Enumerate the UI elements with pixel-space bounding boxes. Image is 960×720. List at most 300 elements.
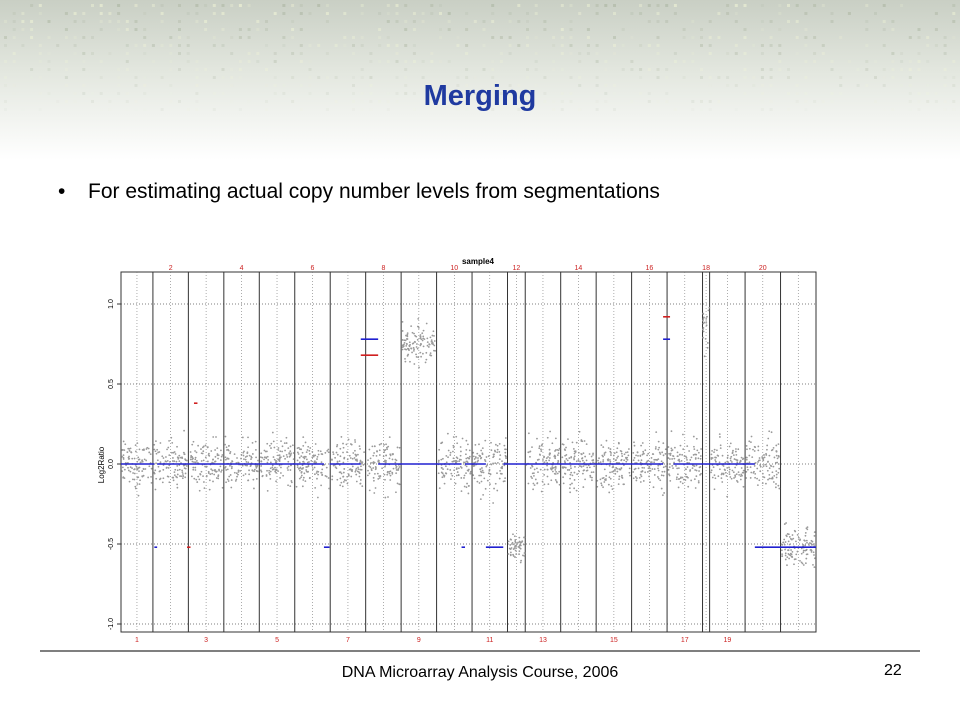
data-point: [342, 452, 344, 454]
data-point: [195, 461, 197, 463]
data-point: [766, 465, 768, 467]
banner-dot: [483, 20, 486, 23]
data-point: [706, 324, 708, 326]
data-point: [209, 473, 211, 475]
banner-dot: [900, 68, 903, 71]
data-point: [688, 450, 690, 452]
banner-dot: [535, 60, 538, 63]
data-point: [264, 456, 266, 458]
data-point: [392, 454, 394, 456]
banner-dot: [169, 68, 172, 71]
banner-dot: [883, 68, 886, 71]
data-point: [687, 486, 689, 488]
data-point: [589, 475, 591, 477]
data-point: [139, 448, 141, 450]
data-point: [267, 456, 269, 458]
data-point: [730, 457, 732, 459]
data-point: [160, 461, 162, 463]
banner-dot: [613, 4, 616, 7]
data-point: [378, 475, 380, 477]
data-point: [801, 561, 803, 563]
data-point: [228, 445, 230, 447]
data-point: [282, 475, 284, 477]
data-point: [193, 478, 195, 480]
data-point: [794, 530, 796, 532]
banner-dot: [239, 28, 242, 31]
banner-dot: [735, 20, 738, 23]
banner-dot: [404, 68, 407, 71]
data-point: [677, 473, 679, 475]
data-point: [602, 461, 604, 463]
data-point: [340, 482, 342, 484]
data-point: [273, 456, 275, 458]
banner-dot: [213, 44, 216, 47]
banner-dot: [309, 44, 312, 47]
data-point: [268, 472, 270, 474]
banner-dot: [300, 60, 303, 63]
data-point: [524, 552, 526, 554]
banner-dot: [430, 60, 433, 63]
data-point: [292, 444, 294, 446]
data-point: [659, 452, 661, 454]
data-point: [807, 526, 809, 528]
chromosome-label-bottom: 15: [609, 637, 618, 642]
banner-dot: [39, 12, 42, 15]
data-point: [428, 346, 430, 348]
data-point: [460, 466, 462, 468]
data-point: [447, 456, 449, 458]
data-point: [549, 449, 551, 451]
banner-dot: [39, 44, 42, 47]
banner-dot: [430, 12, 433, 15]
banner-dot: [944, 52, 947, 55]
data-point: [520, 562, 522, 564]
data-point: [311, 451, 313, 453]
banner-dot: [404, 28, 407, 31]
data-point: [559, 484, 561, 486]
data-point: [379, 454, 381, 456]
data-point: [714, 459, 716, 461]
data-point: [423, 345, 425, 347]
data-point: [266, 451, 268, 453]
data-point: [426, 337, 428, 339]
data-point: [331, 475, 333, 477]
data-point: [771, 431, 773, 433]
data-point: [243, 458, 245, 460]
banner-dot: [387, 60, 390, 63]
data-point: [333, 453, 335, 455]
banner-dot: [744, 28, 747, 31]
banner-dot: [82, 36, 85, 39]
data-point: [153, 444, 155, 446]
banner-dot: [404, 44, 407, 47]
data-point: [562, 443, 564, 445]
banner-dot: [831, 12, 834, 15]
data-point: [412, 342, 414, 344]
banner-dot: [213, 12, 216, 15]
banner-dot: [761, 52, 764, 55]
data-point: [373, 452, 375, 454]
banner-dot: [274, 12, 277, 15]
data-point: [355, 469, 357, 471]
data-point: [456, 456, 458, 458]
banner-dot: [700, 68, 703, 71]
data-point: [540, 448, 542, 450]
banner-dot: [648, 44, 651, 47]
data-point: [305, 442, 307, 444]
banner-dot: [822, 44, 825, 47]
data-point: [376, 455, 378, 457]
data-point: [455, 436, 457, 438]
banner-dot: [926, 36, 929, 39]
banner-dot: [378, 28, 381, 31]
data-point: [726, 475, 728, 477]
data-point: [634, 457, 636, 459]
banner-dot: [439, 36, 442, 39]
data-point: [505, 437, 507, 439]
data-point: [738, 471, 740, 473]
data-point: [254, 469, 256, 471]
data-point: [563, 482, 565, 484]
data-point: [315, 462, 317, 464]
data-point: [785, 552, 787, 554]
chromosome-label-bottom: 1: [135, 637, 139, 642]
banner-dot: [135, 20, 138, 23]
data-point: [678, 478, 680, 480]
data-point: [470, 471, 472, 473]
banner-dot: [657, 4, 660, 7]
banner-dot: [413, 60, 416, 63]
banner-dot: [396, 20, 399, 23]
data-point: [805, 535, 807, 537]
data-point: [606, 440, 608, 442]
data-point: [360, 460, 362, 462]
banner-dot: [517, 44, 520, 47]
banner-dot: [239, 76, 242, 79]
banner-dot: [952, 12, 955, 15]
data-point: [168, 440, 170, 442]
banner-dot: [674, 60, 677, 63]
banner-dot: [13, 60, 16, 63]
banner-dot: [13, 20, 16, 23]
data-point: [658, 470, 660, 472]
banner-dot: [744, 76, 747, 79]
data-point: [530, 476, 532, 478]
chromosome-label-top: 6: [310, 265, 315, 272]
data-point: [622, 483, 624, 485]
chromosome-label-bottom: 9: [416, 637, 421, 642]
data-point: [749, 448, 751, 450]
data-point: [260, 465, 262, 467]
banner-dot: [195, 20, 198, 23]
data-point: [275, 480, 277, 482]
data-point: [485, 460, 487, 462]
data-point: [270, 467, 272, 469]
banner-dot: [552, 44, 555, 47]
data-point: [711, 453, 713, 455]
data-point: [717, 475, 719, 477]
data-point: [491, 464, 493, 466]
data-point: [501, 466, 503, 468]
banner-dot: [48, 36, 51, 39]
data-point: [750, 477, 752, 479]
data-point: [620, 450, 622, 452]
data-point: [769, 467, 771, 469]
data-point: [182, 475, 184, 477]
data-point: [273, 440, 275, 442]
banner-dot: [291, 28, 294, 31]
data-point: [671, 458, 673, 460]
data-point: [580, 453, 582, 455]
data-point: [485, 466, 487, 468]
data-point: [288, 453, 290, 455]
data-point: [391, 473, 393, 475]
banner-dot: [404, 20, 407, 23]
data-point: [398, 466, 400, 468]
data-point: [413, 333, 415, 335]
banner-dot: [952, 20, 955, 23]
banner-dot: [570, 28, 573, 31]
data-point: [250, 456, 252, 458]
data-point: [328, 477, 330, 479]
data-point: [354, 441, 356, 443]
banner-dot: [918, 28, 921, 31]
data-point: [386, 447, 388, 449]
banner-dot: [804, 60, 807, 63]
data-point: [225, 469, 227, 471]
data-point: [644, 449, 646, 451]
banner-dot: [726, 76, 729, 79]
data-point: [373, 480, 375, 482]
data-point: [248, 469, 250, 471]
data-point: [504, 477, 506, 479]
banner-dot: [691, 20, 694, 23]
banner-dot: [839, 76, 842, 79]
data-point: [302, 485, 304, 487]
banner-dot: [456, 44, 459, 47]
data-point: [535, 479, 537, 481]
data-point: [367, 459, 369, 461]
data-point: [482, 494, 484, 496]
data-point: [207, 461, 209, 463]
banner-dot: [526, 28, 529, 31]
data-point: [190, 456, 192, 458]
data-point: [310, 460, 312, 462]
data-point: [616, 447, 618, 449]
data-point: [302, 479, 304, 481]
data-point: [270, 447, 272, 449]
banner-dot: [500, 60, 503, 63]
data-point: [776, 474, 778, 476]
banner-dot: [761, 68, 764, 71]
data-point: [393, 468, 395, 470]
data-point: [224, 444, 226, 446]
data-point: [453, 469, 455, 471]
banner-dot: [526, 76, 529, 79]
bullet-text: For estimating actual copy number levels from segmentations: [88, 180, 660, 203]
data-point: [756, 478, 758, 480]
data-point: [438, 449, 440, 451]
data-point: [427, 345, 429, 347]
data-point: [159, 470, 161, 472]
banner-dot: [709, 44, 712, 47]
data-point: [618, 468, 620, 470]
data-point: [694, 465, 696, 467]
data-point: [534, 469, 536, 471]
data-point: [385, 461, 387, 463]
data-point: [383, 451, 385, 453]
data-point: [663, 475, 665, 477]
banner-dot: [13, 36, 16, 39]
data-point: [632, 471, 634, 473]
data-point: [745, 471, 747, 473]
data-point: [738, 474, 740, 476]
data-point: [407, 348, 409, 350]
data-point: [452, 451, 454, 453]
data-point: [466, 483, 468, 485]
banner-dot: [526, 12, 529, 15]
data-point: [413, 350, 415, 352]
data-point: [371, 468, 373, 470]
data-point: [453, 447, 455, 449]
banner-dot: [65, 36, 68, 39]
banner-dot: [770, 20, 773, 23]
data-point: [270, 443, 272, 445]
data-point: [760, 466, 762, 468]
data-point: [700, 458, 702, 460]
data-point: [586, 467, 588, 469]
data-point: [416, 346, 418, 348]
data-point: [278, 459, 280, 461]
data-point: [791, 551, 793, 553]
data-point: [387, 496, 389, 498]
banner-dot: [378, 44, 381, 47]
data-point: [586, 443, 588, 445]
banner-dot: [378, 12, 381, 15]
banner-dot: [161, 20, 164, 23]
data-point: [384, 474, 386, 476]
data-point: [641, 475, 643, 477]
banner-dot: [335, 76, 338, 79]
data-point: [714, 488, 716, 490]
data-point: [677, 459, 679, 461]
data-point: [385, 443, 387, 445]
data-point: [682, 477, 684, 479]
banner-dot: [865, 68, 868, 71]
data-point: [647, 471, 649, 473]
data-point: [134, 468, 136, 470]
data-point: [445, 455, 447, 457]
data-point: [453, 457, 455, 459]
data-point: [175, 476, 177, 478]
data-point: [480, 450, 482, 452]
data-point: [797, 551, 799, 553]
data-point: [786, 564, 788, 566]
data-point: [415, 336, 417, 338]
data-point: [139, 467, 141, 469]
data-point: [136, 468, 138, 470]
data-point: [236, 472, 238, 474]
data-point: [480, 475, 482, 477]
banner-dot: [126, 52, 129, 55]
banner-dot: [117, 4, 120, 7]
data-point: [185, 473, 187, 475]
banner-dot: [300, 28, 303, 31]
data-point: [234, 453, 236, 455]
data-point: [219, 465, 221, 467]
y-tick-label: 0.0: [108, 459, 115, 469]
data-point: [602, 446, 604, 448]
banner-dot: [561, 36, 564, 39]
data-point: [402, 349, 404, 351]
data-point: [183, 452, 185, 454]
banner-dot: [291, 4, 294, 7]
data-point: [812, 564, 814, 566]
data-point: [713, 451, 715, 453]
banner-dot: [39, 60, 42, 63]
banner-dot: [604, 60, 607, 63]
banner-dot: [91, 52, 94, 55]
banner-dot: [422, 76, 425, 79]
banner-dot: [952, 76, 955, 79]
data-point: [684, 455, 686, 457]
banner-dot: [848, 60, 851, 63]
data-point: [356, 458, 358, 460]
banner-dot: [622, 68, 625, 71]
data-point: [263, 458, 265, 460]
data-point: [773, 447, 775, 449]
data-point: [359, 445, 361, 447]
data-point: [181, 471, 183, 473]
banner-dot: [691, 60, 694, 63]
data-point: [616, 471, 618, 473]
data-point: [212, 470, 214, 472]
data-point: [702, 323, 704, 325]
data-point: [389, 453, 391, 455]
data-point: [303, 461, 305, 463]
banner-dot: [404, 60, 407, 63]
data-point: [411, 352, 413, 354]
banner-dot: [918, 36, 921, 39]
banner-dot: [700, 44, 703, 47]
banner-dot: [909, 68, 912, 71]
banner-dot: [396, 12, 399, 15]
data-point: [360, 465, 362, 467]
data-point: [464, 486, 466, 488]
banner-dot: [761, 4, 764, 7]
data-point: [204, 466, 206, 468]
data-point: [121, 456, 123, 458]
data-point: [476, 481, 478, 483]
banner-dot: [361, 68, 364, 71]
banner-dot: [204, 28, 207, 31]
data-point: [579, 461, 581, 463]
data-point: [759, 464, 761, 466]
data-point: [584, 440, 586, 442]
data-point: [192, 467, 194, 469]
data-point: [216, 477, 218, 479]
data-point: [192, 469, 194, 471]
banner-dot: [657, 76, 660, 79]
data-point: [226, 449, 228, 451]
data-point: [422, 353, 424, 355]
data-point: [362, 464, 364, 466]
banner-dot: [422, 12, 425, 15]
banner-dot: [909, 36, 912, 39]
data-point: [227, 468, 229, 470]
banner-dot: [517, 20, 520, 23]
banner-dot: [152, 4, 155, 7]
